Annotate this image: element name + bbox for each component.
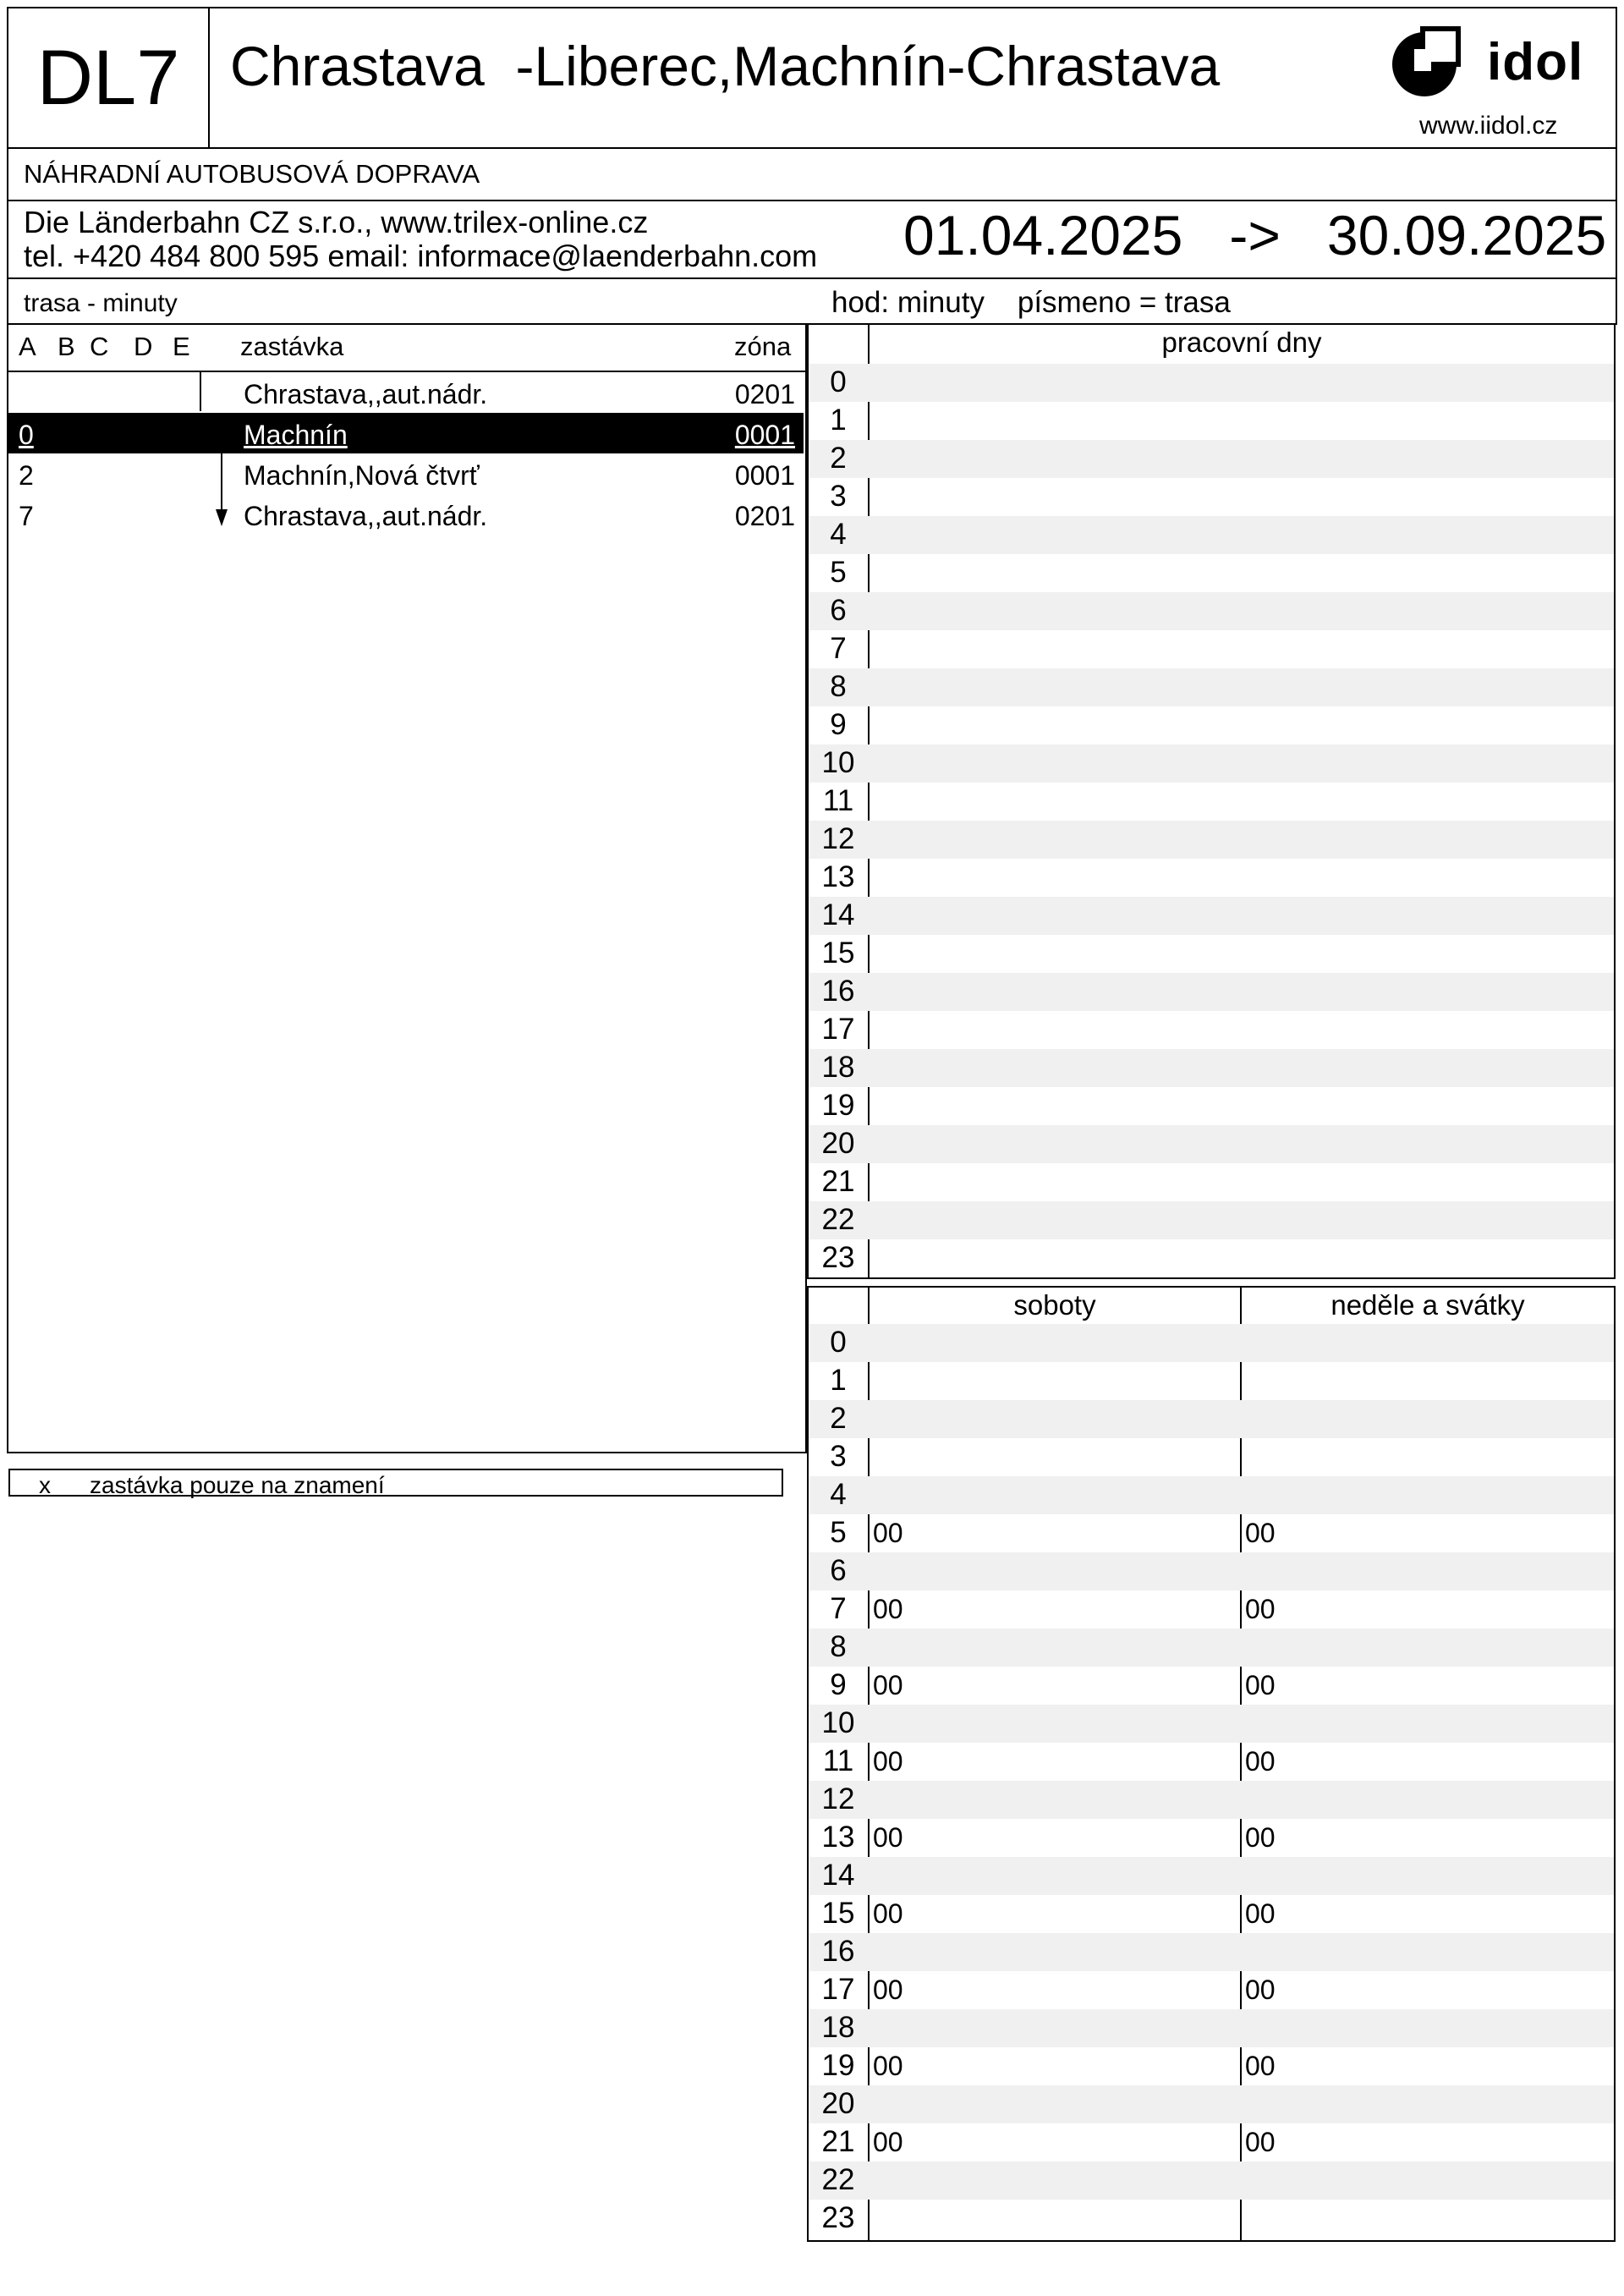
- hour-label: 18: [821, 2011, 855, 2044]
- hour-label: 7: [830, 632, 847, 665]
- header-rule-3: [7, 277, 1617, 279]
- route-letter-e: E: [173, 332, 190, 361]
- route-letter-a: A: [19, 332, 36, 361]
- logo-text: idol: [1487, 33, 1584, 91]
- header-rule-1: [7, 147, 1617, 149]
- hour-label: 7: [830, 1592, 847, 1625]
- hour-row: [809, 1667, 1614, 1705]
- hour-row: [809, 1819, 1614, 1857]
- hour-label: 9: [830, 1668, 847, 1701]
- saturday-departure: 00: [873, 2051, 903, 2081]
- hour-row: [809, 1163, 1614, 1201]
- legend-hour-label: hod:: [831, 286, 890, 319]
- hour-row: [809, 706, 1614, 744]
- hour-row: [809, 2047, 1614, 2085]
- hour-label: 13: [821, 1821, 855, 1854]
- line-code: DL7: [36, 35, 180, 121]
- hour-label: 13: [821, 860, 855, 893]
- hour-label: 0: [830, 365, 847, 398]
- stop-name: Machnín,Nová čtvrť: [244, 460, 480, 491]
- sunday-departure: 00: [1245, 1518, 1276, 1548]
- legend-route-minutes: trasa - minuty: [24, 289, 178, 317]
- hour-row: [809, 2200, 1614, 2238]
- legend-minutes-label: minuty: [897, 286, 985, 319]
- replacement-notice: NÁHRADNÍ AUTOBUSOVÁ DOPRAVA: [24, 159, 480, 189]
- logo-url[interactable]: www.iidol.cz: [1419, 112, 1558, 140]
- legend-letter-label: písmeno = trasa: [1017, 286, 1231, 319]
- hour-row: [809, 364, 1614, 402]
- sunday-departure: 00: [1245, 1975, 1276, 2005]
- hour-label: 21: [821, 1165, 855, 1198]
- stop-zone: 0201: [734, 379, 795, 409]
- hour-row: [809, 1324, 1614, 1362]
- hour-row: [809, 1629, 1614, 1667]
- hour-label: 18: [821, 1051, 855, 1084]
- saturday-departure: 00: [873, 1594, 903, 1624]
- sunday-departure: 00: [1245, 2127, 1276, 2157]
- hour-label: 22: [821, 2163, 855, 2196]
- saturday-departure: 00: [873, 2127, 903, 2157]
- valid-arrow: ->: [1229, 204, 1281, 266]
- hour-label: 17: [821, 1013, 855, 1046]
- hour-row: [809, 1895, 1614, 1933]
- idol-logo: [1389, 22, 1592, 107]
- hour-row: [809, 1933, 1614, 1971]
- hour-row: [809, 935, 1614, 973]
- hour-row: [809, 1125, 1614, 1163]
- route-letter-d: D: [134, 332, 153, 361]
- hour-row: [809, 1400, 1614, 1438]
- hour-label: 15: [821, 937, 855, 969]
- stop-column-header: zastávka: [240, 332, 344, 361]
- route-letter-b: B: [58, 332, 75, 361]
- saturday-departure: 00: [873, 1822, 903, 1853]
- sunday-departure: 00: [1245, 1670, 1276, 1700]
- valid-to: 30.09.2025: [1326, 204, 1607, 266]
- hour-label: 12: [821, 1782, 855, 1815]
- hour-label: 0: [830, 1326, 847, 1359]
- hour-label: 3: [830, 1440, 847, 1473]
- hour-row: [809, 2085, 1614, 2123]
- hour-label: 20: [821, 2087, 855, 2120]
- hour-row: [809, 668, 1614, 706]
- hour-row: [809, 783, 1614, 821]
- sunday-departure: 00: [1245, 2051, 1276, 2081]
- sunday-departure: 00: [1245, 1594, 1276, 1624]
- saturday-title: soboty: [1013, 1289, 1096, 1321]
- hour-label: 20: [821, 1127, 855, 1160]
- sunday-departure: 00: [1245, 1898, 1276, 1929]
- hour-row: [809, 2009, 1614, 2047]
- hour-row: [809, 1438, 1614, 1476]
- hour-label: 10: [821, 746, 855, 779]
- stop-name: Chrastava,,aut.nádr.: [244, 379, 488, 409]
- stop-row[interactable]: [8, 453, 804, 494]
- legend-hour-minutes: [831, 286, 1231, 320]
- hour-row: [809, 1781, 1614, 1819]
- stop-name: Chrastava,,aut.nádr.: [244, 501, 488, 531]
- hour-label: 8: [830, 1630, 847, 1663]
- hour-label: 1: [830, 1364, 847, 1397]
- sunday-departure: 00: [1245, 1822, 1276, 1853]
- hour-row: [809, 402, 1614, 440]
- route-title: Chrastava -Liberec,Machnín-Chrastava: [230, 35, 1221, 97]
- saturday-departure: 00: [873, 1670, 903, 1700]
- weekday-title: pracovní dny: [1161, 327, 1322, 358]
- hour-row: [809, 1201, 1614, 1239]
- hour-row: [809, 2123, 1614, 2161]
- hour-label: 9: [830, 708, 847, 741]
- hour-label: 1: [830, 404, 847, 437]
- sunday-title: neděle a svátky: [1330, 1289, 1525, 1321]
- hour-label: 5: [830, 1516, 847, 1549]
- hour-row: [809, 897, 1614, 935]
- hour-row: [809, 554, 1614, 592]
- sunday-departure: 00: [1245, 1746, 1276, 1777]
- saturday-departure: 00: [873, 1975, 903, 2005]
- hour-label: 14: [821, 1859, 855, 1892]
- stop-name: Machnín: [244, 420, 348, 450]
- validity-period: [903, 203, 1606, 267]
- hour-label: 16: [821, 1935, 855, 1968]
- stop-minutes: 2: [19, 460, 34, 491]
- hour-label: 11: [822, 784, 854, 817]
- hour-row: [809, 1971, 1614, 2009]
- footnote: [8, 1469, 783, 1497]
- hour-row: [809, 478, 1614, 516]
- operator-contact: tel. +420 484 800 595 email: informace@laenderbahn.com: [24, 239, 818, 273]
- hour-label: 6: [830, 594, 847, 627]
- stop-row-current[interactable]: [8, 413, 804, 453]
- hour-label: 23: [821, 1241, 855, 1274]
- stop-zone: 0001: [734, 420, 795, 450]
- hour-row: [809, 1087, 1614, 1125]
- hour-row: [809, 744, 1614, 783]
- hour-row: [809, 1552, 1614, 1590]
- hour-row: [809, 516, 1614, 554]
- stop-zone: 0201: [734, 501, 795, 531]
- stop-row[interactable]: [8, 372, 804, 413]
- hour-row: [809, 1590, 1614, 1629]
- hour-row: [809, 1011, 1614, 1049]
- hour-label: 2: [830, 1402, 847, 1435]
- hour-label: 16: [821, 975, 855, 1008]
- footnote-symbol: x: [39, 1472, 51, 1498]
- hour-row: [809, 1514, 1614, 1552]
- hour-label: 4: [830, 1478, 847, 1511]
- hour-row: [809, 973, 1614, 1011]
- hour-label: 15: [821, 1897, 855, 1930]
- stop-row[interactable]: [8, 494, 804, 535]
- header-divider: [208, 7, 210, 149]
- header-rule-2: [7, 200, 1617, 201]
- hour-label: 5: [830, 556, 847, 589]
- hour-row: [809, 1743, 1614, 1781]
- hour-label: 3: [830, 480, 847, 513]
- hour-label: 19: [821, 1089, 855, 1122]
- hour-label: 11: [822, 1744, 854, 1777]
- hour-label: 23: [821, 2201, 855, 2234]
- hour-label: 6: [830, 1554, 847, 1587]
- saturday-departure: 00: [873, 1518, 903, 1548]
- route-letter-c: C: [90, 332, 109, 361]
- hour-row: [809, 1049, 1614, 1087]
- hour-row: [809, 1857, 1614, 1895]
- hour-row: [809, 1705, 1614, 1743]
- stop-minutes: 7: [19, 501, 34, 531]
- hour-row: [809, 1476, 1614, 1514]
- idol-logo-icon: [1389, 22, 1482, 107]
- valid-from: 01.04.2025: [903, 204, 1183, 266]
- hour-label: 8: [830, 670, 847, 703]
- hour-label: 22: [821, 1203, 855, 1236]
- hour-label: 21: [821, 2125, 855, 2158]
- hour-label: 19: [821, 2049, 855, 2082]
- route-direction-arrow-icon: [213, 453, 230, 530]
- hour-label: 17: [821, 1973, 855, 2006]
- stop-zone: 0001: [734, 460, 795, 491]
- hour-row: [809, 2161, 1614, 2200]
- hour-row: [809, 1239, 1614, 1277]
- hour-label: 14: [821, 898, 855, 931]
- footnote-text: zastávka pouze na znamení: [90, 1472, 385, 1498]
- hour-label: 4: [830, 518, 847, 551]
- hour-row: [809, 1362, 1614, 1400]
- hour-label: 2: [830, 442, 847, 475]
- hour-row: [809, 630, 1614, 668]
- operator-name: Die Länderbahn CZ s.r.o., www.trilex-online.cz: [24, 205, 649, 239]
- stop-minutes: 0: [19, 420, 34, 450]
- hour-row: [809, 859, 1614, 897]
- hour-label: 10: [821, 1706, 855, 1739]
- hour-row: [809, 592, 1614, 630]
- hour-label: 12: [821, 822, 855, 855]
- hour-row: [809, 440, 1614, 478]
- hour-row: [809, 821, 1614, 859]
- saturday-departure: 00: [873, 1898, 903, 1929]
- zone-column-header: zóna: [734, 332, 792, 361]
- saturday-departure: 00: [873, 1746, 903, 1777]
